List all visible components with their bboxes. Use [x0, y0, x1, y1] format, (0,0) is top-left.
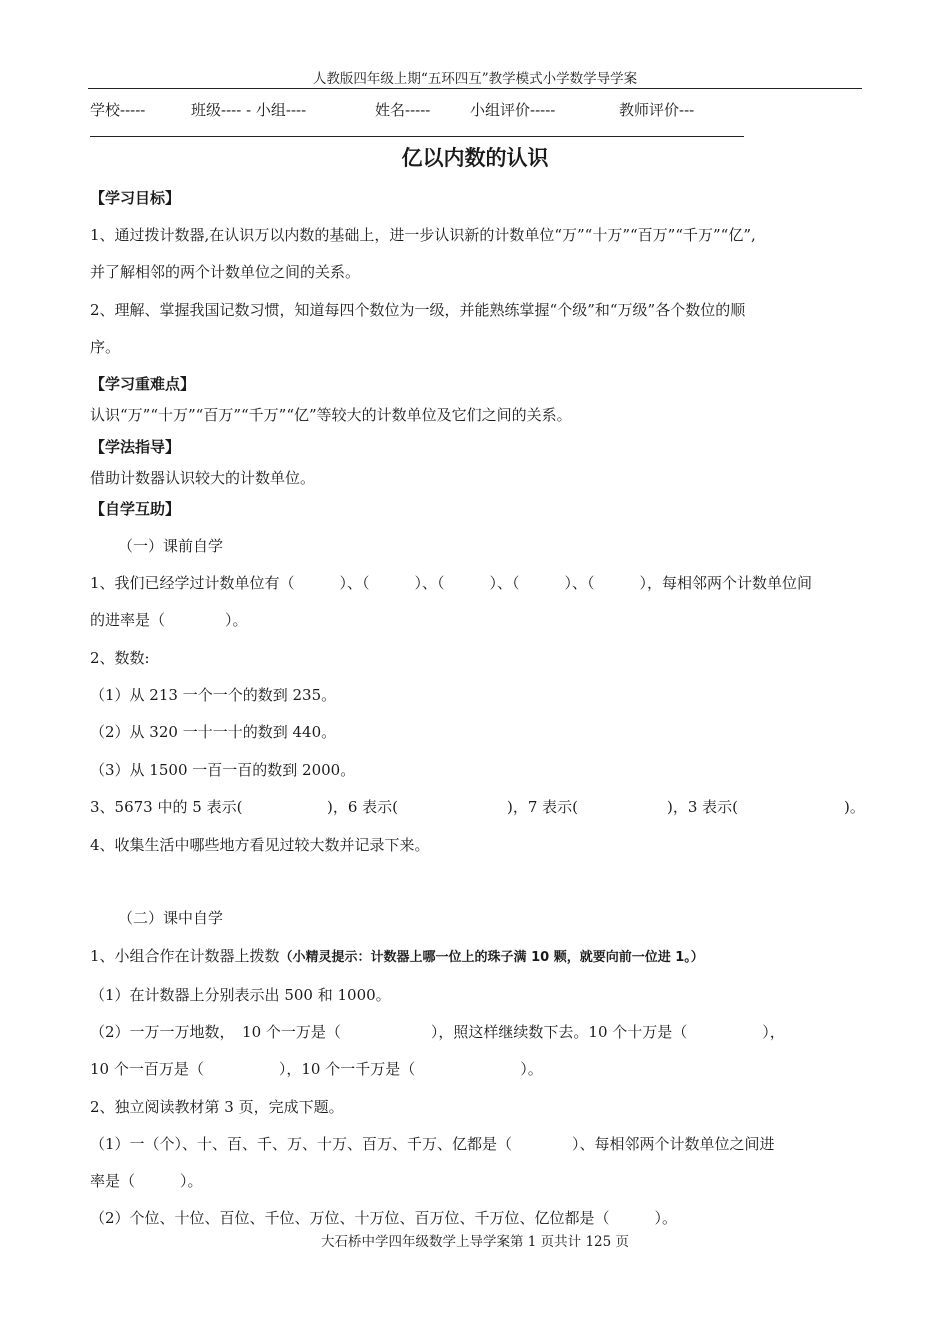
- part-1-question-3: [90, 796, 865, 818]
- part-2-question-2-1-line-2: 率是（ ）。: [90, 1172, 203, 1190]
- school-field: 学校-----: [90, 101, 146, 119]
- page-footer: 大石桥中学四年级数学上导学案第 1 页共计 125 页: [320, 1234, 630, 1250]
- part-1-title: （一）课前自学: [118, 537, 224, 555]
- part-1-question-2-2: （2）从 320 一十一十的数到 440。: [90, 723, 337, 741]
- part-1-question-4: 4、收集生活中哪些地方看见过较大数并记录下来。: [90, 836, 430, 854]
- info-rule: [90, 136, 744, 137]
- class-group-field: 班级---- - 小组----: [191, 101, 307, 119]
- part-2-question-1-2-line-1: （2）一万一万地数， 10 个一万是（ ），照这样继续数下去。10 个十万是（ ），: [90, 1023, 785, 1041]
- part-1-question-1-line-1: 1、我们已经学过计数单位有（ ）、（ ）、（ ）、（ ）、（ ），每相邻两个计数单位间: [90, 574, 813, 592]
- q3-part-d: )，3 表示(: [667, 798, 739, 816]
- key-points-text: 认识“万”“十万”“百万”“千万”“亿”等较大的计数单位及它们之间的关系。: [90, 406, 572, 424]
- part-2-question-1-text: 1、小组合作在计数器上拨数: [90, 947, 280, 965]
- part-2-question-2-1-line-1: （1）一（个）、十、百、千、万、十万、百万、千万、亿都是（ ）、每相邻两个计数单位之间进: [90, 1135, 775, 1153]
- part-1-question-2-3: （3）从 1500 一百一百的数到 2000。: [90, 761, 356, 779]
- page-header-title: 人教版四年级上期“五环四互”教学模式小学数学导学案: [312, 71, 638, 87]
- part-2-question-2-2: （2）个位、十位、百位、千位、万位、十万位、百万位、千万位、亿位都是（ ）。: [90, 1209, 678, 1227]
- document-title: 亿以内数的认识: [401, 146, 549, 170]
- group-eval-field: 小组评价-----: [470, 101, 556, 119]
- sprite-hint: （小精灵提示：计数器上哪一位上的珠子满 10 颗，就要向前一位进 1。）: [279, 950, 704, 965]
- part-2-question-1-2-line-2: 10 个一百万是（ ），10 个一千万是（ ）。: [90, 1060, 543, 1078]
- goal-item-2-line-1: 2、理解、掌握我国记数习惯，知道每四个数位为一级，并能熟练掌握“个级”和“万级”各个数位的顺: [90, 301, 746, 319]
- part-2-title: （二）课中自学: [118, 909, 224, 927]
- part-2-question-1-1: （1）在计数器上分别表示出 500 和 1000。: [90, 986, 391, 1004]
- header-rule: [88, 88, 862, 89]
- goal-item-1-line-1: 1、通过拨计数器,在认识万以内数的基础上，进一步认识新的计数单位“万”“十万”“百万”“千万”“亿”,: [90, 226, 756, 244]
- method-text: 借助计数器认识较大的计数单位。: [90, 469, 316, 487]
- teacher-eval-field: 教师评价---: [619, 101, 695, 119]
- q3-part-e: )。: [844, 798, 865, 816]
- part-2-question-1: [90, 945, 704, 966]
- goal-item-1-line-2: 并了解相邻的两个计数单位之间的关系。: [90, 263, 361, 281]
- part-1-question-1-line-2: 的进率是（ ）。: [90, 611, 248, 629]
- part-2-question-2: 2、独立阅读教材第 3 页，完成下题。: [90, 1098, 344, 1116]
- goal-item-2-line-2: 序。: [90, 338, 121, 356]
- part-1-question-2-1: （1）从 213 一个一个的数到 235。: [90, 686, 337, 704]
- q3-part-c: )，7 表示(: [507, 798, 579, 816]
- method-heading: 【学法指导】: [90, 438, 181, 456]
- part-1-question-2: 2、数数:: [90, 649, 150, 667]
- q3-part-a: 3、5673 中的 5 表示(: [90, 798, 243, 816]
- self-study-heading: 【自学互助】: [90, 500, 181, 518]
- name-field: 姓名-----: [375, 101, 431, 119]
- goals-heading: 【学习目标】: [90, 189, 181, 207]
- key-points-heading: 【学习重难点】: [90, 375, 196, 393]
- q3-part-b: )，6 表示(: [327, 798, 399, 816]
